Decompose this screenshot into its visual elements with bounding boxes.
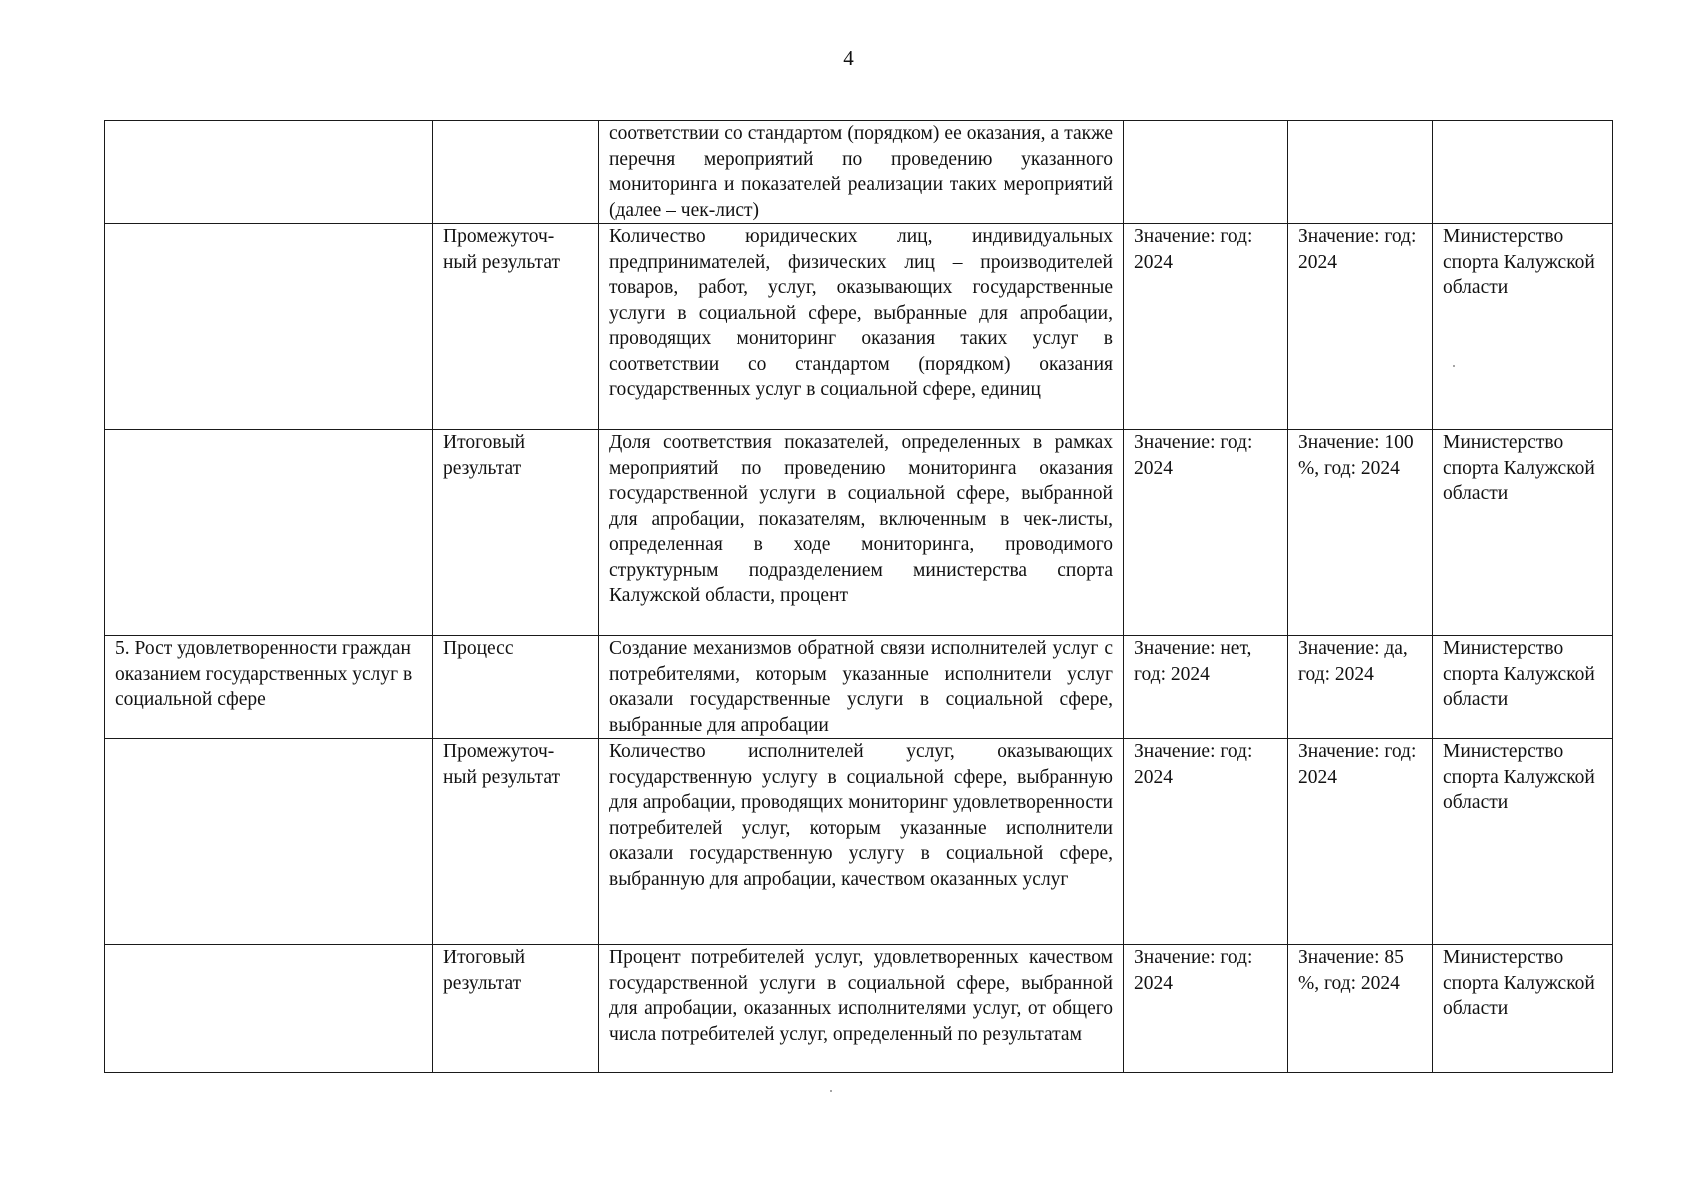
result-type-cell: Итоговый результат <box>433 430 599 636</box>
goal-cell <box>105 945 433 1073</box>
base-value-cell <box>1124 121 1288 224</box>
target-value-cell <box>1288 121 1433 224</box>
table-row <box>105 430 1613 636</box>
result-type-cell: Промежуточ-ный результат <box>433 224 599 430</box>
result-type-cell: Процесс <box>433 636 599 739</box>
goal-cell <box>105 739 433 945</box>
responsible-cell: Министерство спорта Калужской области <box>1433 945 1613 1073</box>
scan-artifact <box>1453 365 1455 367</box>
base-value-cell: Значение: год: 2024 <box>1124 224 1288 430</box>
responsible-cell: Министерство спорта Калужской области <box>1433 430 1613 636</box>
goal-cell: 5. Рост удовлетворенности граждан оказанием государственных услуг в социальной сфере <box>105 636 433 739</box>
responsible-cell: Министерство спорта Калужской области <box>1433 224 1613 430</box>
goal-cell <box>105 430 433 636</box>
base-value-cell: Значение: год: 2024 <box>1124 430 1288 636</box>
base-value-cell: Значение: год: 2024 <box>1124 739 1288 945</box>
base-value-cell: Значение: нет, год: 2024 <box>1124 636 1288 739</box>
responsible-cell: Министерство спорта Калужской области <box>1433 636 1613 739</box>
goal-cell <box>105 224 433 430</box>
responsible-cell: Министерство спорта Калужской области <box>1433 739 1613 945</box>
goal-cell <box>105 121 433 224</box>
table-row <box>105 739 1613 945</box>
target-value-cell: Значение: год: 2024 <box>1288 224 1433 430</box>
target-value-cell: Значение: 85 %, год: 2024 <box>1288 945 1433 1073</box>
indicator-description-cell: Количество исполнителей услуг, оказывающих государственную услугу в социальной сфере, выбранную для апробации, проводящих мониторинг удовлетворенности потребителей услуг, которым указанные исполнители оказали государственную услугу в социальной сфере, выбранную для апробации, качеством оказанных услуг <box>599 739 1124 945</box>
table-row <box>105 636 1613 739</box>
target-value-cell: Значение: да, год: 2024 <box>1288 636 1433 739</box>
page-number: 4 <box>843 46 854 70</box>
table-row <box>105 224 1613 430</box>
indicator-description-cell: Доля соответствия показателей, определенных в рамках мероприятий по проведению мониторинга оказания государственной услуги в социальной сфере, выбранной для апробации, показателям, включенным в чек-листы, определенная в ходе мониторинга, проводимого структурным подразделением министерства спорта Калужской области, процент <box>599 430 1124 636</box>
indicator-description-cell: Количество юридических лиц, индивидуальных предпринимателей, физических лиц – производителей товаров, работ, услуг, оказывающих государственные услуги в социальной сфере, выбранные для апробации, проводящих мониторинг оказания таких услуг в соответствии со стандартом (порядком) оказания государственных услуг в социальной сфере, единиц <box>599 224 1124 430</box>
table-row <box>105 121 1613 224</box>
responsible-cell <box>1433 121 1613 224</box>
scan-artifact <box>830 1090 832 1092</box>
indicators-table <box>104 120 1613 1073</box>
result-type-cell: Итоговый результат <box>433 945 599 1073</box>
indicator-description-cell: Создание механизмов обратной связи исполнителей услуг с потребителями, которым указанные исполнители услуг оказали государственные услуги в социальной сфере, выбранные для апробации <box>599 636 1124 739</box>
indicator-description-cell: соответствии со стандартом (порядком) ее оказания, а также перечня мероприятий по проведению указанного мониторинга и показателей реализации таких мероприятий (далее – чек-лист) <box>599 121 1124 224</box>
base-value-cell: Значение: год: 2024 <box>1124 945 1288 1073</box>
target-value-cell: Значение: 100 %, год: 2024 <box>1288 430 1433 636</box>
target-value-cell: Значение: год: 2024 <box>1288 739 1433 945</box>
result-type-cell: Промежуточ-ный результат <box>433 739 599 945</box>
result-type-cell <box>433 121 599 224</box>
table-row <box>105 945 1613 1073</box>
indicator-description-cell: Процент потребителей услуг, удовлетворенных качеством государственной услуги в социальной сфере, выбранной для апробации, оказанных исполнителями услуг, от общего числа потребителей услуг, определенный по результатам <box>599 945 1124 1073</box>
